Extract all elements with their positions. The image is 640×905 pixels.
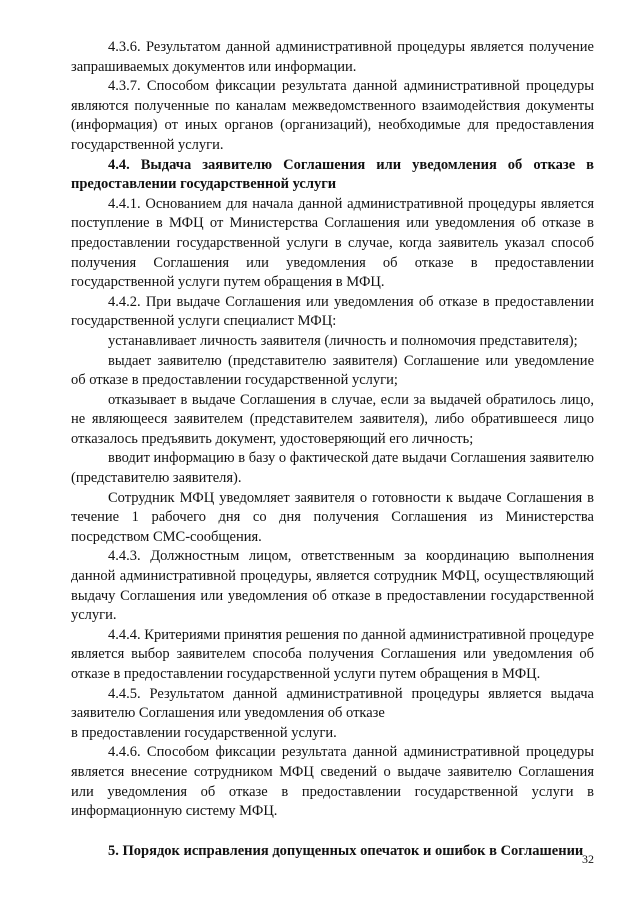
paragraph-4-4-5: 4.4.5. Результатом данной административной процедуры является выдача заявителю Соглашения или уведомления об отказе bbox=[71, 685, 594, 722]
section-heading-5: 5. Порядок исправления допущенных опечаток и ошибок в Соглашении bbox=[108, 842, 584, 859]
paragraph-4-4-1: 4.4.1. Основанием для начала данной административной процедуры является поступление в МФЦ от Министерства Соглашения или уведомления об отказе в предоставлении государственной услуги в случае, когда заявитель указал способ получения Соглашения или уведомления об отказе в предоставлении государственной услуги путем обращения в МФЦ. bbox=[71, 195, 594, 291]
paragraph-notification: Сотрудник МФЦ уведомляет заявителя о готовности к выдаче Соглашения в течение 1 рабочего дня со дня получения Соглашения из Министерства посредством СМС-сообщения. bbox=[71, 489, 594, 545]
section-gap bbox=[71, 822, 594, 842]
paragraph-4-4-4: 4.4.4. Критериями принятия решения по данной административной процедуре является выбор заявителем способа получения Соглашения или уведомления об отказе в предоставлении государственной услуги путем обращения в МФЦ. bbox=[71, 626, 594, 682]
paragraph-4-3-7: 4.3.7. Способом фиксации результата данной административной процедуры являются полученные по каналам межведомственного взаимодействия документы (информация) от иных органов (организаций), необходимые для предоставления государственной услуги. bbox=[71, 78, 594, 153]
paragraph-4-4-2: 4.4.2. При выдаче Соглашения или уведомления об отказе в предоставлении государственной услуги специалист МФЦ: bbox=[71, 293, 594, 330]
page-number: 32 bbox=[582, 852, 594, 866]
list-item-identity: устанавливает личность заявителя (личность и полномочия представителя); bbox=[108, 332, 578, 349]
paragraph-4-3-6: 4.3.6. Результатом данной административной процедуры является получение запрашиваемых документов или информации. bbox=[71, 39, 594, 75]
section-heading-4-4: 4.4. Выдача заявителю Соглашения или уведомления об отказе в предоставлении государственной услуги bbox=[71, 156, 594, 193]
list-item-refuse: отказывает в выдаче Соглашения в случае, если за выдачей обратилось лицо, не являющееся заявителем (представителем заявителя), либо обратившееся лицо отказалось предъявить документ, удостоверяющий его личность; bbox=[71, 391, 594, 447]
list-item-enter-info: вводит информацию в базу о фактической дате выдачи Соглашения заявителю (представителю заявителя). bbox=[71, 450, 594, 487]
page-body bbox=[71, 38, 594, 861]
paragraph-4-4-5-continued: в предоставлении государственной услуги. bbox=[71, 724, 337, 741]
paragraph-4-4-6: 4.4.6. Способом фиксации результата данной административной процедуры является внесение сотрудником МФЦ сведений о выдаче заявителю Соглашения или уведомления об отказе в предоставлении государственной услуги в информационную систему МФЦ. bbox=[71, 744, 594, 820]
list-item-issue: выдает заявителю (представителю заявителя) Соглашение или уведомление об отказе в предоставлении государственной услуги; bbox=[71, 352, 594, 389]
paragraph-4-4-3: 4.4.3. Должностным лицом, ответственным за координацию выполнения данной административной процедуры, является сотрудник МФЦ, осуществляющий выдачу Соглашения или уведомления об отказе в предоставлении государственной услуги. bbox=[71, 548, 594, 624]
